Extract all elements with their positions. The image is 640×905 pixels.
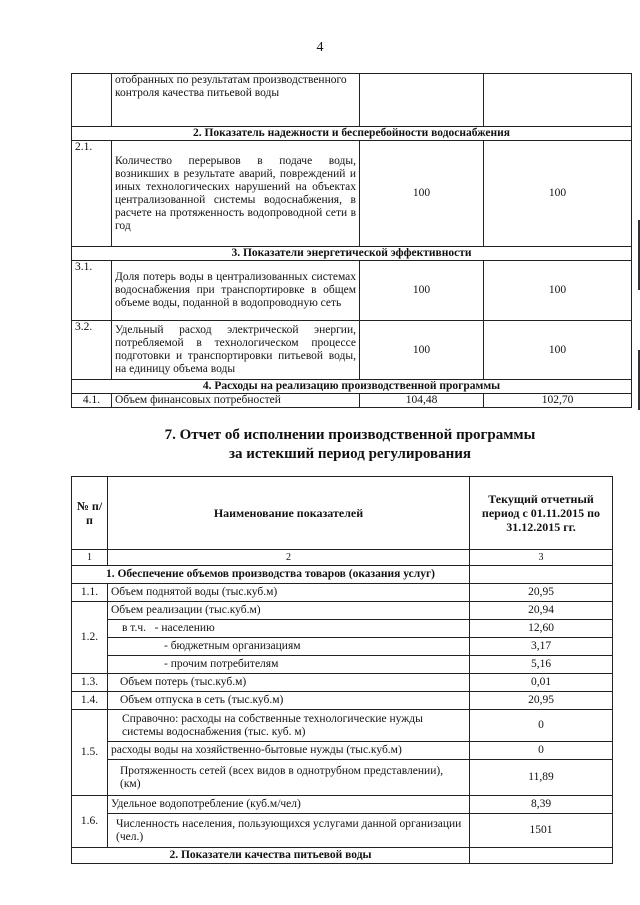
cell-num: 1.1. <box>72 584 108 602</box>
indicators-table <box>71 73 632 408</box>
cell-name: Объем поднятой воды (тыс.куб.м) <box>108 584 470 602</box>
section-row <box>72 127 632 141</box>
table-row <box>72 638 613 656</box>
cell-value: 20,95 <box>470 692 613 710</box>
section-title: 2. Показатель надежности и бесперебойности водоснабжения <box>72 127 632 141</box>
cell-name: Объем реализации (тыс.куб.м) <box>108 602 470 620</box>
cell-num: 1.4. <box>72 692 108 710</box>
cell-num <box>72 74 112 127</box>
cell-num: 1.6. <box>72 796 108 848</box>
table-row <box>72 394 632 408</box>
report-title-line1: 7. Отчет об исполнении производственной программы <box>164 427 536 443</box>
cell-value <box>360 74 484 127</box>
header-period: Текущий отчетный период с 01.11.2015 по 31.12.2015 гг. <box>470 477 613 550</box>
cell-name: Объем финансовых потребностей <box>112 394 360 408</box>
cell-value: 100 <box>360 321 484 380</box>
section-row <box>72 848 613 864</box>
cell-value: 104,48 <box>360 394 484 408</box>
cell-name: Справочно: расходы на собственные технологические нужды системы водоснабжения (тыс. куб. м) <box>108 710 470 742</box>
report-table <box>71 476 613 864</box>
table-row <box>72 710 613 742</box>
header-row <box>72 477 613 550</box>
cell-num: 1.2. <box>72 602 108 674</box>
table-row <box>72 742 613 760</box>
table-row <box>72 656 613 674</box>
cell-num: 4.1. <box>72 394 112 408</box>
table-row <box>72 760 613 796</box>
cell-value: 100 <box>360 141 484 247</box>
table-row <box>72 796 613 814</box>
cell-name: Численность населения, пользующихся услугами данной организации (чел.) <box>108 814 470 848</box>
cell-value: 102,70 <box>484 394 632 408</box>
cell-num: 1.5. <box>72 710 108 796</box>
cell-value: 100 <box>484 321 632 380</box>
header-name: Наименование показателей <box>108 477 470 550</box>
cell-name: Удельное водопотребление (куб.м/чел) <box>108 796 470 814</box>
table-row <box>72 321 632 380</box>
section-title: 4. Расходы на реализацию производственной программы <box>72 380 632 394</box>
cell-value: 20,95 <box>470 584 613 602</box>
section-row <box>72 566 613 584</box>
table-row <box>72 584 613 602</box>
section-title: 3. Показатели энергетической эффективности <box>72 247 632 261</box>
col-number: 2 <box>108 550 470 566</box>
table-row <box>72 620 613 638</box>
cell-value: 100 <box>484 141 632 247</box>
section-row <box>72 247 632 261</box>
cell-value <box>470 566 613 584</box>
col-number: 1 <box>72 550 108 566</box>
cell-num: 2.1. <box>72 141 112 247</box>
cell-value: 0 <box>470 742 613 760</box>
cell-name: Доля потерь воды в централизованных системах водоснабжения при транспортировке в общем объеме воды, поданной в водопроводную сеть <box>112 261 360 321</box>
table-row <box>72 814 613 848</box>
cell-num: 3.1. <box>72 261 112 321</box>
cell-value: 8,39 <box>470 796 613 814</box>
cell-value: 0,01 <box>470 674 613 692</box>
cell-name: Объем отпуска в сеть (тыс.куб.м) <box>108 692 470 710</box>
report-title-line2: за истекший период регулирования <box>228 446 472 462</box>
cell-num: 3.2. <box>72 321 112 380</box>
cell-name: Объем потерь (тыс.куб.м) <box>108 674 470 692</box>
table-row <box>72 674 613 692</box>
column-number-row <box>72 550 613 566</box>
section-title: 2. Показатели качества питьевой воды <box>72 848 470 864</box>
table-row <box>72 141 632 247</box>
cell-value <box>484 74 632 127</box>
section-title: 1. Обеспечение объемов производства товаров (оказания услуг) <box>72 566 470 584</box>
table-row <box>72 602 613 620</box>
cell-name: отобранных по результатам производственного контроля качества питьевой воды <box>112 74 360 127</box>
cell-num: 1.3. <box>72 674 108 692</box>
cell-name: Количество перерывов в подаче воды, возникших в результате аварий, повреждений и иных технологических нарушений на объектах централизованной системы водоснабжения, в расчете на протяженность водопроводной сети в год <box>112 141 360 247</box>
cell-value: 11,89 <box>470 760 613 796</box>
cell-value: 100 <box>484 261 632 321</box>
cell-name: Удельный расход электрической энергии, потребляемой в технологическом процессе подготовки и транспортировки питьевой воды, на единицу объема воды <box>112 321 360 380</box>
table-row <box>72 692 613 710</box>
cell-value: 12,60 <box>470 620 613 638</box>
cell-value: 1501 <box>470 814 613 848</box>
cell-value: 3,17 <box>470 638 613 656</box>
header-num: № п/п <box>72 477 108 550</box>
cell-value: 0 <box>470 710 613 742</box>
cell-name: - прочим потребителям <box>108 656 470 674</box>
col-number: 3 <box>470 550 613 566</box>
cell-name: расходы воды на хозяйственно-бытовые нужды (тыс.куб.м) <box>108 742 470 760</box>
cell-name: Протяженность сетей (всех видов в однотрубном представлении), (км) <box>108 760 470 796</box>
table-row <box>72 74 632 127</box>
page-number: 4 <box>316 40 324 55</box>
section-row <box>72 380 632 394</box>
cell-value: 100 <box>360 261 484 321</box>
cell-value: 5,16 <box>470 656 613 674</box>
cell-name: в т.ч. - населению <box>108 620 470 638</box>
cell-name: - бюджетным организациям <box>108 638 470 656</box>
cell-value: 20,94 <box>470 602 613 620</box>
cell-value <box>470 848 613 864</box>
table-row <box>72 261 632 321</box>
